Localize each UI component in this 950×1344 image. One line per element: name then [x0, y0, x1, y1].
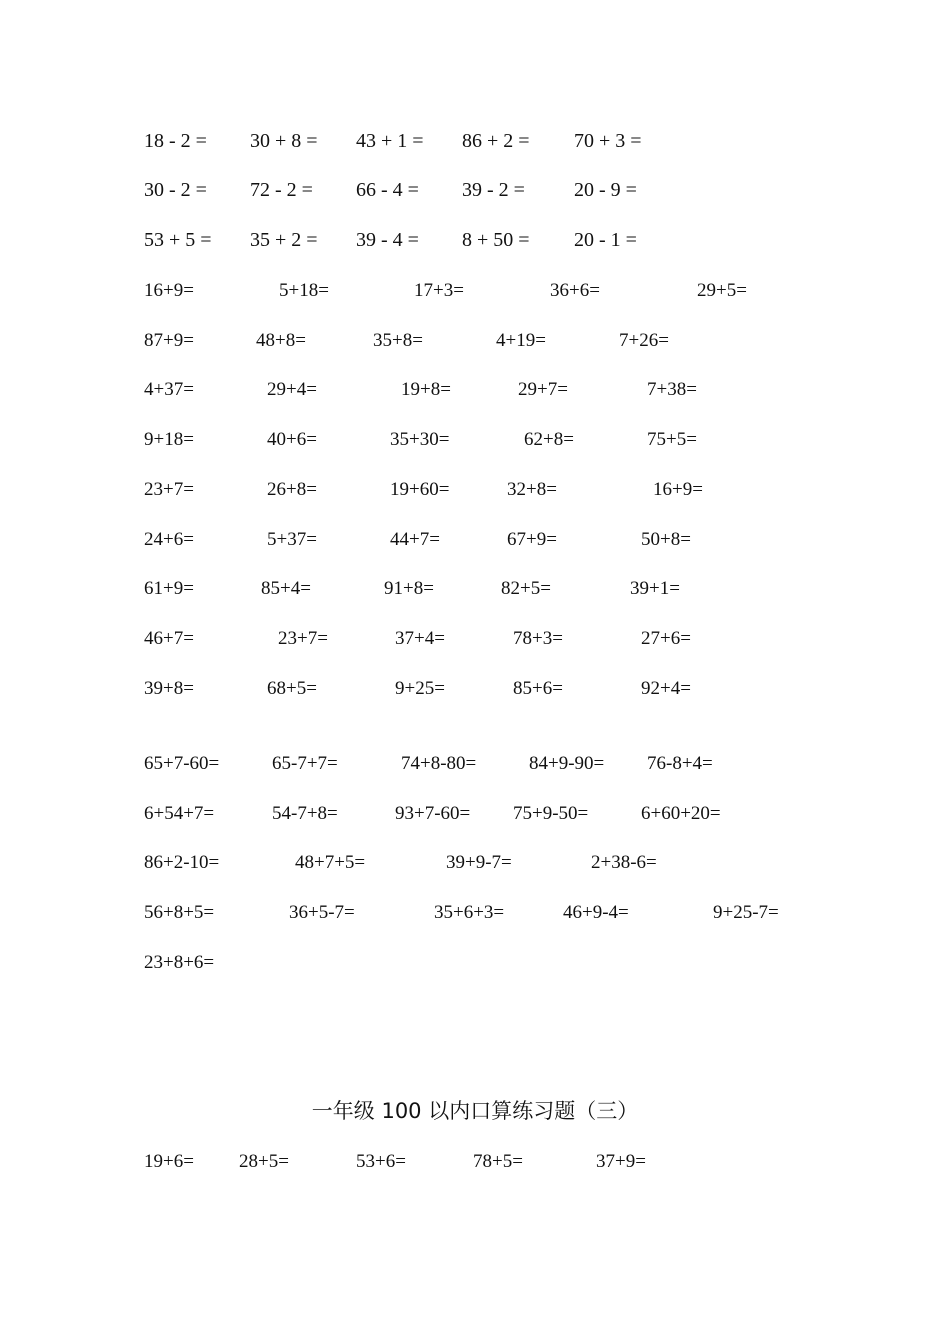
problem: 44+7= — [390, 529, 440, 550]
problem-row-16 — [0, 898, 950, 928]
problem-row-14 — [0, 799, 950, 829]
problem-row-4 — [0, 276, 950, 306]
problem: 37+4= — [395, 628, 445, 649]
problem: 9+25= — [395, 678, 445, 699]
problem: 39 - 2 = — [462, 179, 525, 201]
problem-row-2 — [0, 175, 950, 205]
problem: 19+60= — [390, 479, 450, 500]
problem: 9+25-7= — [713, 902, 779, 923]
problem: 37+9= — [596, 1151, 646, 1172]
problem: 85+4= — [261, 578, 311, 599]
problem: 39+8= — [144, 678, 194, 699]
problem: 66 - 4 = — [356, 179, 419, 201]
problem: 46+9-4= — [563, 902, 629, 923]
problem: 75+5= — [647, 429, 697, 450]
problem: 46+7= — [144, 628, 194, 649]
section-title: 一年级 100 以内口算练习题（三） — [311, 1099, 639, 1123]
problem: 54-7+8= — [272, 803, 338, 824]
problem: 6+60+20= — [641, 803, 721, 824]
problem: 35 + 2 = — [250, 229, 318, 251]
problem: 6+54+7= — [144, 803, 215, 824]
problem-row-17 — [0, 948, 950, 978]
problem: 86 + 2 = — [462, 130, 530, 152]
problem: 5+37= — [267, 529, 317, 550]
problem: 53 + 5 = — [144, 229, 212, 251]
problem: 4+37= — [144, 379, 194, 400]
problem: 29+7= — [518, 379, 568, 400]
problem: 70 + 3 = — [574, 130, 642, 152]
problem: 74+8-80= — [401, 753, 477, 774]
problem: 28+5= — [239, 1151, 289, 1172]
problem: 2+38-6= — [591, 852, 657, 873]
problem: 36+6= — [550, 280, 600, 301]
problem: 68+5= — [267, 678, 317, 699]
problem: 61+9= — [144, 578, 194, 599]
problem: 56+8+5= — [144, 902, 215, 923]
problem: 24+6= — [144, 529, 194, 550]
problem: 17+3= — [414, 280, 464, 301]
problem: 18 - 2 = — [144, 130, 207, 152]
problem: 7+38= — [647, 379, 697, 400]
problem-row-13 — [0, 749, 950, 779]
problem: 29+5= — [697, 280, 747, 301]
problem: 62+8= — [524, 429, 574, 450]
problem-row-3 — [0, 225, 950, 255]
problem: 48+8= — [256, 330, 306, 351]
problem-row-6 — [0, 375, 950, 405]
problem: 32+8= — [507, 479, 557, 500]
problem: 4+19= — [496, 330, 546, 351]
problem: 5+18= — [279, 280, 329, 301]
problem-row-12 — [0, 674, 950, 704]
problem: 91+8= — [384, 578, 434, 599]
problem: 26+8= — [267, 479, 317, 500]
problem: 9+18= — [144, 429, 194, 450]
problem: 40+6= — [267, 429, 317, 450]
problem: 23+8+6= — [144, 952, 215, 973]
problem: 82+5= — [501, 578, 551, 599]
problem-row-7 — [0, 425, 950, 455]
section-three-row — [0, 1147, 950, 1177]
problem: 29+4= — [267, 379, 317, 400]
problem: 93+7-60= — [395, 803, 471, 824]
problem: 78+5= — [473, 1151, 523, 1172]
problem: 19+6= — [144, 1151, 194, 1172]
problem: 8 + 50 = — [462, 229, 530, 251]
problem-row-15 — [0, 848, 950, 878]
problem: 20 - 1 = — [574, 229, 637, 251]
problem-row-8 — [0, 475, 950, 505]
problem: 76-8+4= — [647, 753, 713, 774]
problem: 50+8= — [641, 529, 691, 550]
problem: 86+2-10= — [144, 852, 220, 873]
problem: 67+9= — [507, 529, 557, 550]
problem: 30 + 8 = — [250, 130, 318, 152]
problem: 84+9-90= — [529, 753, 605, 774]
problem-row-10 — [0, 574, 950, 604]
problem-row-11 — [0, 624, 950, 654]
problem: 39+9-7= — [446, 852, 512, 873]
problem: 23+7= — [144, 479, 194, 500]
problem: 7+26= — [619, 330, 669, 351]
problem: 39+1= — [630, 578, 680, 599]
problem: 35+6+3= — [434, 902, 505, 923]
problem: 16+9= — [144, 280, 194, 301]
problem-row-1 — [0, 126, 950, 156]
problem: 65+7-60= — [144, 753, 220, 774]
problem: 65-7+7= — [272, 753, 338, 774]
problem: 85+6= — [513, 678, 563, 699]
problem: 35+8= — [373, 330, 423, 351]
problem: 30 - 2 = — [144, 179, 207, 201]
problem: 36+5-7= — [289, 902, 355, 923]
problem: 53+6= — [356, 1151, 406, 1172]
problem: 19+8= — [401, 379, 451, 400]
problem-row-9 — [0, 525, 950, 555]
problem: 20 - 9 = — [574, 179, 637, 201]
problem: 72 - 2 = — [250, 179, 313, 201]
problem: 27+6= — [641, 628, 691, 649]
problem: 87+9= — [144, 330, 194, 351]
problem: 16+9= — [653, 479, 703, 500]
problem: 35+30= — [390, 429, 450, 450]
problem: 23+7= — [278, 628, 328, 649]
problem: 75+9-50= — [513, 803, 589, 824]
problem: 43 + 1 = — [356, 130, 424, 152]
problem: 39 - 4 = — [356, 229, 419, 251]
problem: 48+7+5= — [295, 852, 366, 873]
problem: 92+4= — [641, 678, 691, 699]
problem-row-5 — [0, 326, 950, 356]
problem: 78+3= — [513, 628, 563, 649]
